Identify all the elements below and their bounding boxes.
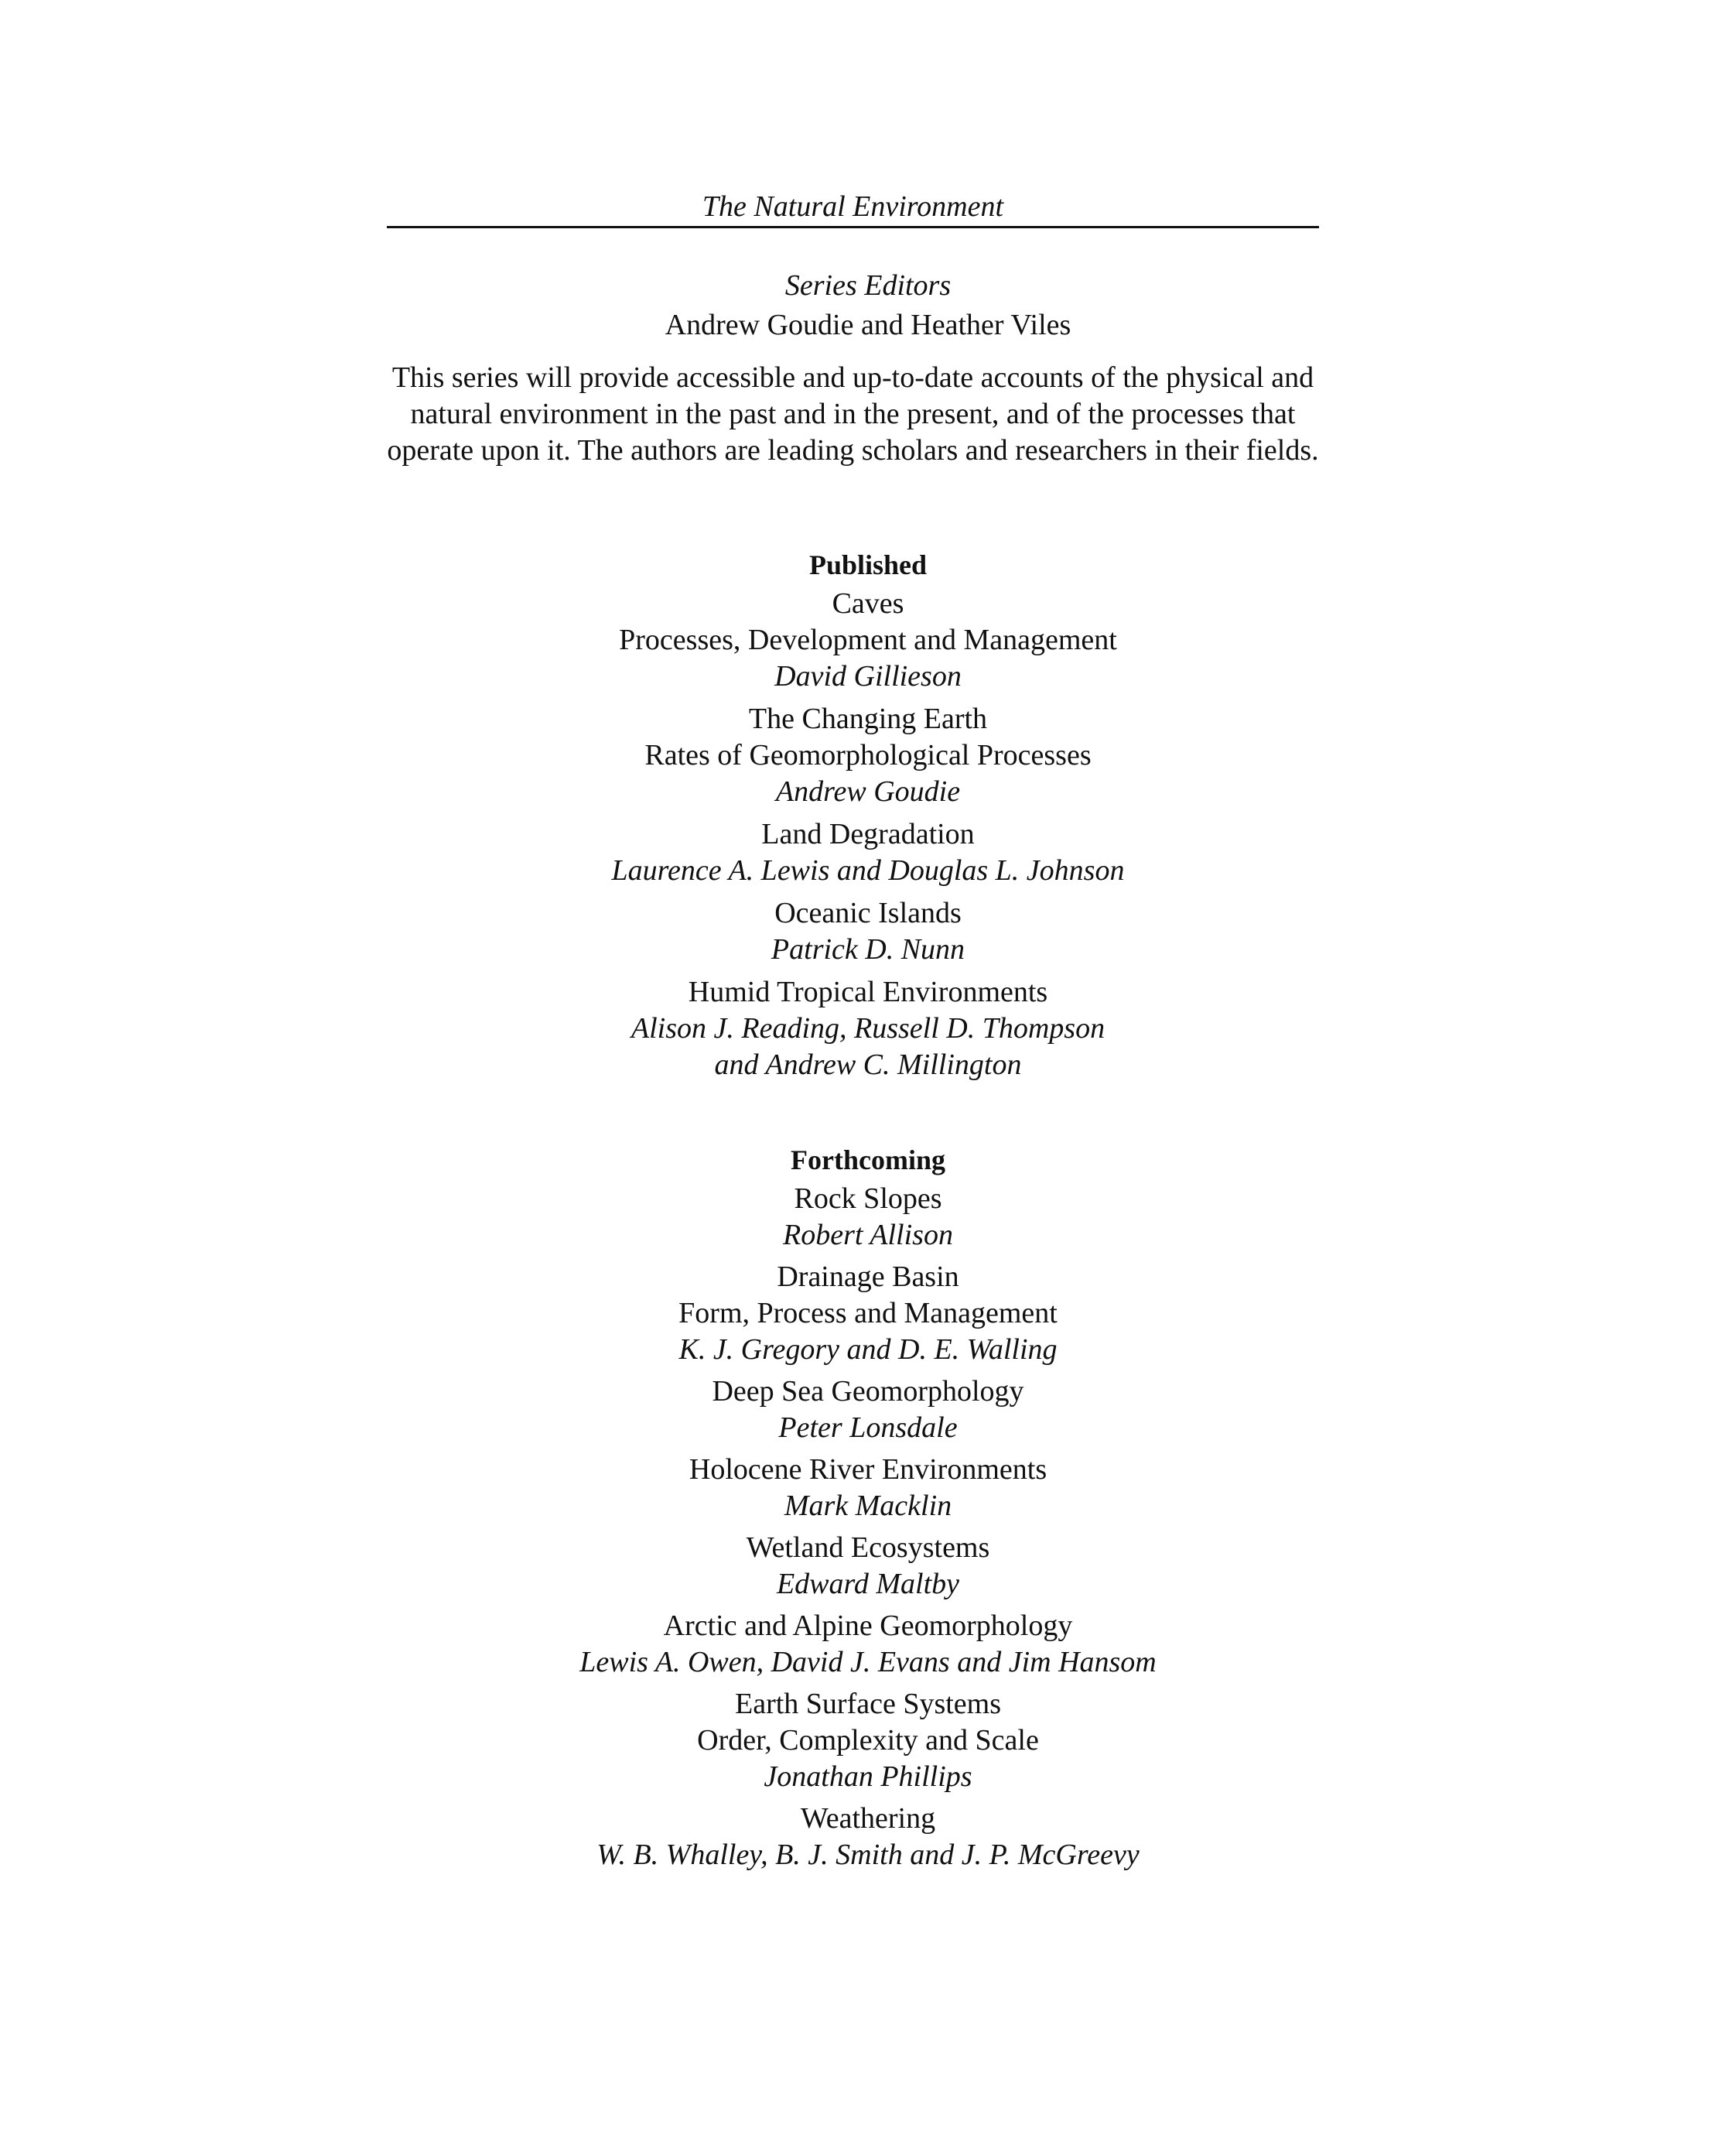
series-description: This series will provide accessible and up-to-date accounts of the physical and natural environment in the past and in the present, and of the processes that operate upon it. The authors are leading scholars and researchers in their fields. <box>387 361 1319 467</box>
book-title: Wetland Ecosystems <box>746 1531 990 1564</box>
forthcoming-heading: Forthcoming <box>791 1144 945 1175</box>
book-title: Oceanic Islands <box>774 897 962 929</box>
book-entry <box>0 1259 1736 1368</box>
book-entry <box>0 586 1736 695</box>
book-title: Deep Sea Geomorphology <box>712 1375 1024 1408</box>
book-subtitle: Form, Process and Management <box>678 1297 1058 1329</box>
series-header <box>387 186 1319 227</box>
book-entry <box>0 1181 1736 1254</box>
book-author: Jonathan Phillips <box>764 1760 972 1793</box>
book-author: Lewis A. Owen, David J. Evans and Jim Hansom <box>579 1646 1157 1678</box>
published-book-list <box>0 586 1736 1083</box>
book-entry <box>0 1608 1736 1681</box>
book-subtitle: Processes, Development and Management <box>619 624 1117 656</box>
forthcoming-section <box>0 1139 1736 1879</box>
book-entry <box>0 895 1736 968</box>
book-author: Patrick D. Nunn <box>771 933 965 966</box>
book-title: Arctic and Alpine Geomorphology <box>663 1609 1073 1642</box>
forthcoming-book-list <box>0 1181 1736 1873</box>
book-entry <box>0 1373 1736 1446</box>
book-author: Peter Lonsdale <box>778 1411 958 1444</box>
book-author: Mark Macklin <box>784 1490 952 1522</box>
book-author: K. J. Gregory and D. E. Walling <box>678 1333 1058 1366</box>
book-entry <box>0 1686 1736 1795</box>
book-title: Weathering <box>800 1802 936 1835</box>
book-entry <box>0 1801 1736 1873</box>
book-entry <box>0 1452 1736 1524</box>
book-author: Robert Allison <box>783 1219 953 1251</box>
book-title: Drainage Basin <box>777 1261 959 1293</box>
book-author: Alison J. Reading, Russell D. Thompson <box>630 1012 1106 1045</box>
book-author: Andrew Goudie <box>775 775 961 808</box>
book-title: Earth Surface Systems <box>734 1688 1002 1720</box>
book-entry <box>0 816 1736 889</box>
series-editors-names: Andrew Goudie and Heather Viles <box>665 309 1071 341</box>
book-title: Holocene River Environments <box>689 1453 1047 1486</box>
book-author: David Gillieson <box>774 660 962 693</box>
series-title: The Natural Environment <box>702 190 1004 223</box>
series-editors-label: Series Editors <box>784 269 952 302</box>
book-author: Laurence A. Lewis and Douglas L. Johnson <box>611 854 1125 887</box>
book-title: Humid Tropical Environments <box>688 976 1048 1008</box>
book-entry <box>0 701 1736 810</box>
book-title: Land Degradation <box>761 818 975 850</box>
published-section <box>0 544 1736 1090</box>
book-title: The Changing Earth <box>748 703 988 735</box>
header-rule <box>387 226 1319 228</box>
book-entry <box>0 1530 1736 1603</box>
book-subtitle: Rates of Geomorphological Processes <box>644 739 1092 771</box>
published-heading: Published <box>808 549 928 580</box>
book-author: Edward Maltby <box>776 1568 960 1600</box>
book-title: Rock Slopes <box>794 1182 942 1215</box>
book-author: and Andrew C. Millington <box>714 1048 1022 1081</box>
book-author: W. B. Whalley, B. J. Smith and J. P. McGreevy <box>596 1839 1140 1871</box>
book-entry <box>0 974 1736 1083</box>
book-title: Caves <box>832 587 904 620</box>
book-subtitle: Order, Complexity and Scale <box>697 1724 1039 1757</box>
